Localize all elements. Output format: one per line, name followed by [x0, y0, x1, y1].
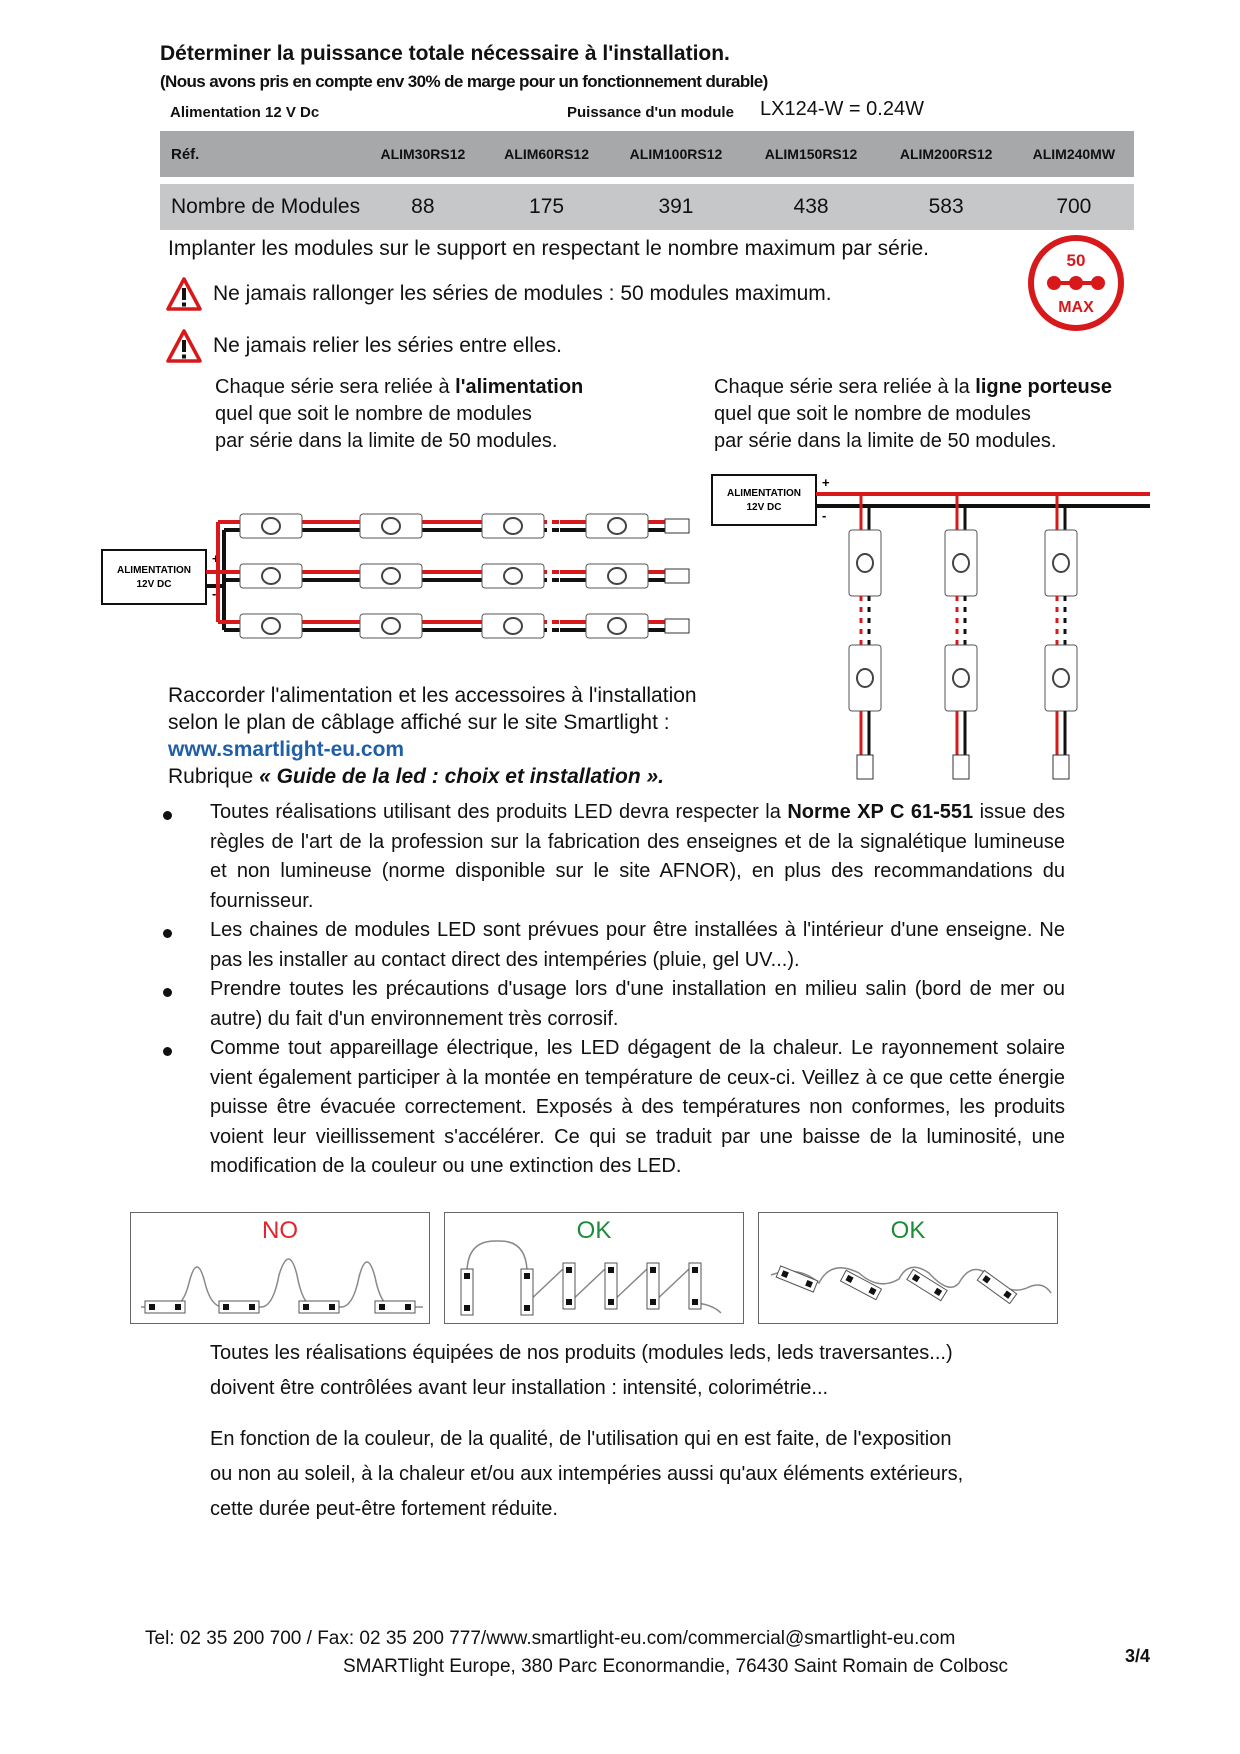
- vertical-series: [849, 494, 881, 779]
- parallel-wiring-diagram: [100, 500, 700, 645]
- connection-instructions: [168, 682, 697, 790]
- table-cell: 438: [744, 184, 879, 230]
- supply-label: Alimentation 12 V Dc: [170, 104, 320, 121]
- note-text: quel que soit le nombre de modules: [714, 403, 1031, 425]
- table-cell: 88: [361, 184, 485, 230]
- instruction-text: Raccorder l'alimentation et les accessoires à l'installation: [168, 684, 697, 707]
- footer-address: SMARTlight Europe, 380 Parc Econormandie, 76430 Saint Romain de Colbosc: [343, 1656, 1009, 1677]
- table-cell: 583: [879, 184, 1014, 230]
- series-row: [218, 614, 689, 638]
- warning-icon: [165, 276, 203, 312]
- table-header-cell: ALIM200RS12: [879, 131, 1014, 177]
- table-header-cell: ALIM240MW: [1014, 131, 1134, 177]
- supply-text: ALIMENTATION: [726, 488, 802, 499]
- good-wiring-illustration: [759, 1213, 1059, 1325]
- plus-sign: +: [822, 475, 830, 490]
- table-header-cell: ALIM30RS12: [361, 131, 485, 177]
- recommendation-list: [160, 798, 1065, 1182]
- list-item: Toutes réalisations utilisant des produits LED devra respecter la Norme XP C 61-551 issue des règles de l'art de la profession sur la fabrication des enseignes et de la signalétique lumineuse et non lumineuse (norme disponible sur le site AFNOR), en plus des recommandations du fournisseur.: [160, 798, 1065, 916]
- bullet-icon: [163, 811, 172, 820]
- panel-ok-example-1: [444, 1212, 744, 1324]
- table-header-cell: ALIM60RS12: [485, 131, 609, 177]
- count-label: Nombre de Modules: [160, 184, 361, 230]
- minus-sign: -: [212, 586, 217, 601]
- note-bold: l'alimentation: [455, 376, 584, 398]
- supply-text: ALIMENTATION: [116, 565, 192, 576]
- module-power-label: Puissance d'un module: [567, 104, 734, 121]
- warning-text: Ne jamais rallonger les séries de modules : 50 modules maximum.: [213, 282, 832, 305]
- list-item: Les chaines de modules LED sont prévues pour être installées à l'intérieur d'une enseigne. Ne pas les installer au contact direct des intempéries (pluie, gel UV...).: [160, 916, 1065, 975]
- badge-max: MAX: [1058, 299, 1094, 316]
- panel-ok-example-2: [758, 1212, 1058, 1324]
- table-header-row: [160, 131, 1134, 177]
- durability-note: En fonction de la couleur, de la qualité, de l'utilisation qui en est faite, de l'exposition ou non au soleil, à la chaleur et/ou aux intempéries aussi qu'aux éléments extérieurs, cette durée peut-être fortement réduite.: [210, 1428, 964, 1520]
- list-item: Comme tout appareillage électrique, les LED dégagent de la chaleur. Le rayonnement solaire vient également participer à la montée en température de ceux-ci. Veillez à ce que cette énergie puisse être évacuée correctement. Exposés à des températures non conformes, les produits voient leur vieillissement s'accélérer. Ce qui se traduit par une baisse de la luminosité, une modification de la couleur ou une extinction des LED.: [160, 1034, 1065, 1182]
- carrier-line-wiring-diagram: [710, 470, 1155, 805]
- module-power-value: LX124-W = 0.24W: [760, 98, 924, 120]
- supply-text: 12V DC: [136, 579, 172, 590]
- ref-label: Réf.: [160, 131, 361, 177]
- panel-no-example: [130, 1212, 430, 1324]
- page-title: Déterminer la puissance totale nécessaire à l'installation.: [160, 42, 730, 65]
- table-row: [160, 184, 1134, 230]
- bullet-icon: [163, 988, 172, 997]
- instruction-text: selon le plan de câblage affiché sur le site Smartlight :: [168, 711, 670, 734]
- warning-text: Ne jamais relier les séries entre elles.: [213, 334, 562, 357]
- plus-sign: +: [212, 551, 220, 566]
- table-cell: 175: [485, 184, 609, 230]
- note-text: Chaque série sera reliée à la: [714, 376, 976, 398]
- website-link[interactable]: www.smartlight-eu.com: [168, 738, 405, 761]
- instruction-text: Rubrique: [168, 765, 260, 788]
- table-cell: 391: [608, 184, 743, 230]
- norm-reference: Norme XP C 61-551: [787, 801, 974, 823]
- series-row: [218, 564, 689, 588]
- supply-text: 12V DC: [746, 502, 782, 513]
- page-number: 3/4: [1125, 1646, 1151, 1666]
- bullet-icon: [163, 929, 172, 938]
- vertical-series: [1045, 494, 1077, 779]
- right-note: [714, 374, 1112, 455]
- control-note: Toutes les réalisations équipées de nos produits (modules leds, leds traversantes...) doivent être contrôlées avant leur installation : intensité, colorimétrie...: [210, 1342, 953, 1399]
- series-row: [218, 514, 689, 538]
- page-subtitle: (Nous avons pris en compte env 30% de marge pour un fonctionnement durable): [160, 72, 768, 91]
- table-cell: 700: [1014, 184, 1134, 230]
- footer-contact: Tel: 02 35 200 700 / Fax: 02 35 200 777/www.smartlight-eu.com/commercial@smartlight-eu.com: [145, 1628, 956, 1649]
- note-text: quel que soit le nombre de modules: [215, 403, 532, 425]
- table-header-cell: ALIM100RS12: [608, 131, 743, 177]
- max-50-badge-icon: [1026, 233, 1126, 333]
- warning-icon: [165, 328, 203, 364]
- minus-sign: -: [822, 508, 827, 523]
- good-wiring-illustration: [445, 1213, 745, 1325]
- vertical-series: [945, 494, 977, 779]
- supply-box: [712, 475, 816, 525]
- bullet-icon: [163, 1047, 172, 1056]
- note-bold: ligne porteuse: [975, 376, 1112, 398]
- note-text: Chaque série sera reliée à: [215, 376, 456, 398]
- implant-rule: Implanter les modules sur le support en respectant le nombre maximum par série.: [168, 237, 930, 260]
- bad-wiring-illustration: [131, 1213, 431, 1325]
- supply-box: [102, 550, 206, 604]
- panel-label-ok: OK: [576, 1217, 612, 1244]
- left-note: [215, 374, 583, 455]
- note-text: par série dans la limite de 50 modules.: [714, 430, 1057, 452]
- panel-label-no: NO: [262, 1217, 298, 1244]
- rubric-title: « Guide de la led : choix et installation ».: [259, 765, 664, 788]
- list-item: Prendre toutes les précautions d'usage lors d'une installation en milieu salin (bord de mer ou autre) du fait d'un environnement très corrosif.: [160, 975, 1065, 1034]
- module-count-table: [160, 131, 1134, 230]
- table-header-cell: ALIM150RS12: [744, 131, 879, 177]
- panel-label-ok: OK: [890, 1217, 926, 1244]
- badge-number: 50: [1066, 251, 1086, 270]
- note-text: par série dans la limite de 50 modules.: [215, 430, 558, 452]
